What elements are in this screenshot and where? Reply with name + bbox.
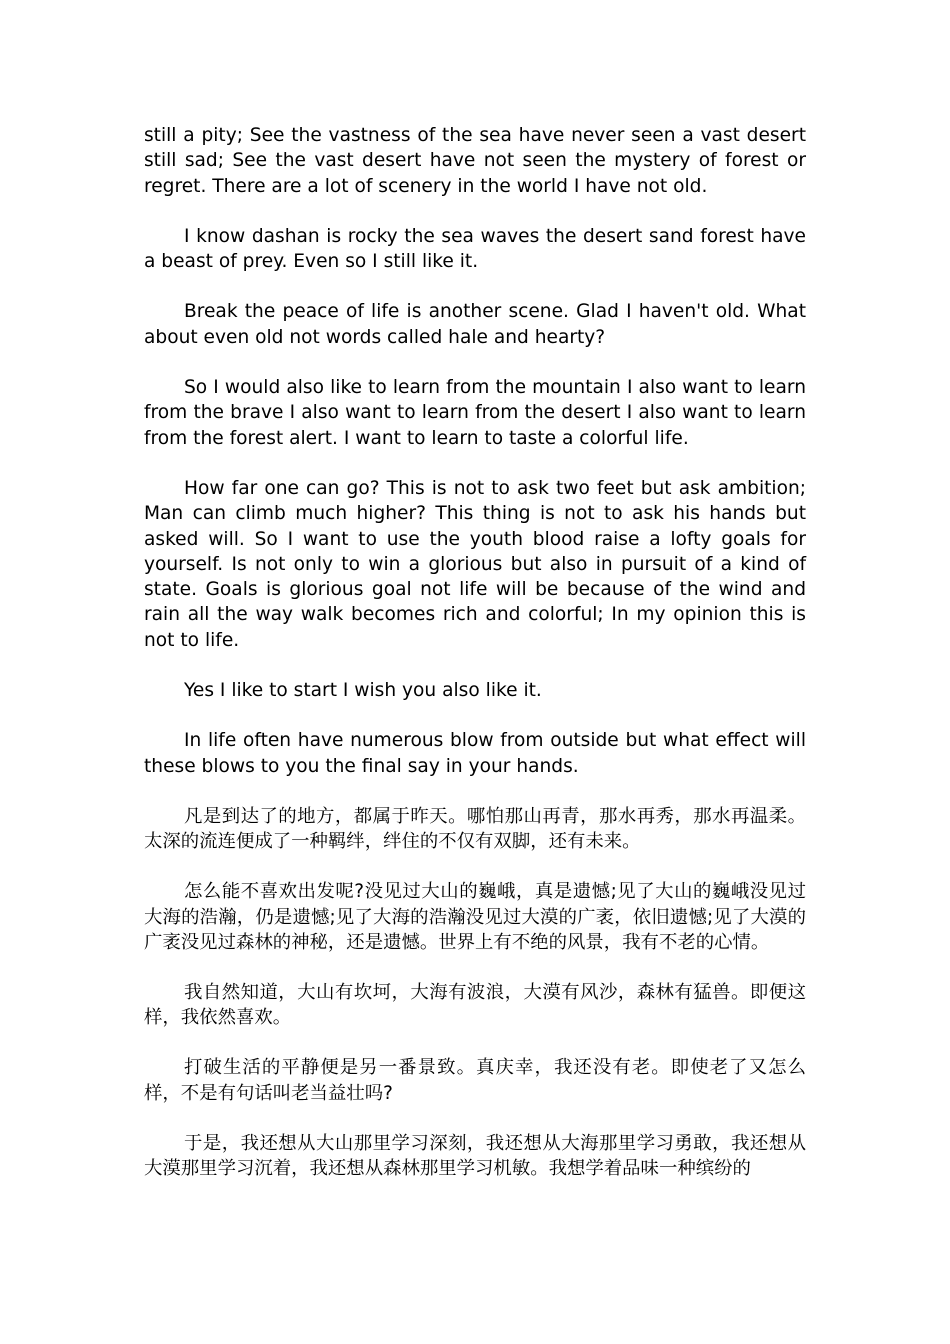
paragraph-4: So I would also like to learn from the mountain I also want to learn from the brave I also want to learn from the desert I also want to learn from the forest alert. I want to learn to taste a colorful life. — [144, 377, 806, 449]
paragraph-6: Yes I like to start I wish you also like it. — [184, 680, 542, 702]
paragraph-1: still a pity; See the vastness of the sea have never seen a vast desert still sad; See the vast desert have not seen the mystery of forest or regret. There are a lot of scenery in the world I have not old. — [144, 125, 806, 197]
paragraph-5: How far one can go? This is not to ask two feet but ask ambition; Man can climb much higher? This thing is not to ask his hands but asked will. So I want to use the youth blood raise a lofty goals for yourself. Is not only to win a glorious but also in pursuit of a kind of state. Goals is glorious goal not life will be because of the wind and rain all the way walk becomes rich and colorful; In my opinion this is not to life. — [144, 477, 806, 651]
paragraph-10: 我自然知道，大山有坎坷，大海有波浪，大漠有风沙，森林有猛兽。即便这样，我依然喜欢。 — [144, 981, 806, 1029]
paragraph-7: In life often have numerous blow from outside but what effect will these blows to you the final say in your hands. — [144, 730, 806, 777]
paragraph-3: Break the peace of life is another scene. Glad I haven't old. What about even old not words called hale and hearty? — [144, 301, 806, 348]
document-page — [144, 123, 806, 1206]
paragraph-12: 于是，我还想从大山那里学习深刻，我还想从大海那里学习勇敢，我还想从大漠那里学习沉着，我还想从森林那里学习机敏。我想学着品味一种缤纷的 — [144, 1132, 806, 1179]
paragraph-8: 凡是到达了的地方，都属于昨天。哪怕那山再青，那水再秀，那水再温柔。太深的流连便成了一种羁绊，绊住的不仅有双脚，还有未来。 — [144, 805, 806, 853]
paragraph-9: 怎么能不喜欢出发呢?没见过大山的巍峨，真是遗憾;见了大山的巍峨没见过大海的浩瀚，仍是遗憾;见了大海的浩瀚没见过大漠的广袤，依旧遗憾;见了大漠的广袤没见过森林的神秘，还是遗憾。世界上有不绝的风景，我有不老的心情。 — [144, 881, 806, 953]
paragraph-2: I know dashan is rocky the sea waves the desert sand forest have a beast of prey. Even so I still like it. — [144, 225, 806, 273]
paragraph-11: 打破生活的平静便是另一番景致。真庆幸，我还没有老。即使老了又怎么样，不是有句话叫老当益壮吗? — [144, 1057, 806, 1104]
